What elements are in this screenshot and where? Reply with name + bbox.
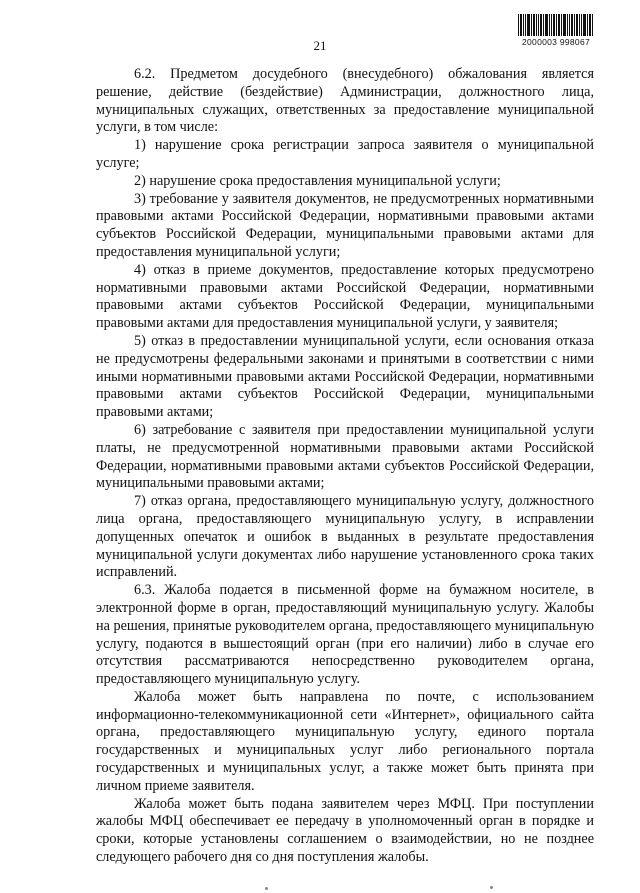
list-item-1: 1) нарушение срока регистрации запроса заявителя о муниципальной услуге; — [96, 137, 594, 171]
document-body — [96, 66, 594, 867]
barcode-icon — [518, 14, 594, 36]
paragraph-6-2: 6.2. Предметом досудебного (внесудебного) обжалования является решение, действие (бездействие) Администрации, должностного лица, муниципальных служащих, ответственных за предоставление муниципальной услуги, в том числе: — [96, 66, 594, 136]
page-number: 21 — [313, 38, 327, 53]
paragraph-submission-channels: Жалоба может быть направлена по почте, с использованием информационно-телекоммуникационной сети «Интернет», официального сайта органа, предоставляющего муниципальную услугу, единого портала государственных и муниципальных услуг либо регионального портала государственных и муниципальных услуг, а также может быть принята при личном приеме заявителя. — [96, 688, 594, 794]
scan-dot — [265, 887, 268, 890]
scan-artifacts — [0, 884, 640, 893]
list-item-2: 2) нарушение срока предоставления муниципальной услуги; — [134, 172, 501, 189]
scan-dot — [490, 886, 493, 889]
paragraph-6-3: 6.3. Жалоба подается в письменной форме на бумажном носителе, в электронной форме в орган, предоставляющий муниципальную услугу. Жалобы на решения, принятые руководителем органа, предоставляющего муниципальную услугу, подаются в вышестоящий орган (при его наличии) либо в случае его отсутствия рассматриваются непосредственно руководителем органа, предоставляющего муниципальную услугу. — [96, 582, 594, 688]
list-item-4: 4) отказ в приеме документов, предоставление которых предусмотрено нормативными правовыми актами Российской Федерации, нормативными правовыми актами субъектов Российской Федерации, муниципальными правовыми актами для предоставления муниципальной услуги, у заявителя; — [96, 261, 594, 332]
list-item-3: 3) требование у заявителя документов, не предусмотренных нормативными правовыми актами Российской Федерации, нормативными правовыми актами субъектов Российской Федерации, муниципальными правовыми актами для предоставления муниципальной услуги; — [96, 190, 594, 260]
list-item-7: 7) отказ органа, предоставляющего муниципальную услугу, должностного лица органа, предоставляющего муниципальную услугу, в исправлении допущенных опечаток и ошибок в выданных в результате предоставления муниципальной услуги документах либо нарушение установленного срока таких исправлений. — [96, 493, 594, 581]
list-item-6: 6) затребование с заявителя при предоставлении муниципальной услуги платы, не предусмотренной нормативными правовыми актами Российской Федерации, нормативными правовыми актами субъектов Российской Федерации, муниципальными правовыми актами; — [96, 421, 594, 492]
barcode-number: 2000003 998067 — [521, 37, 591, 47]
list-item-5: 5) отказ в предоставлении муниципальной услуги, если основания отказа не предусмотрены федеральными законами и принятыми в соответствии с ними иными нормативными правовыми актами Российской Федерации, нормативными правовыми актами субъектов Российской Федерации, муниципальными правовыми актами; — [96, 332, 594, 421]
paragraph-mfc-submission: Жалоба может быть подана заявителем через МФЦ. При поступлении жалобы МФЦ обеспечивает ее передачу в уполномоченный орган в порядке и сроки, которые установлены соглашением о взаимодействии, но не позднее следующего рабочего дня со дня поступления жалобы. — [96, 795, 594, 866]
barcode — [518, 14, 594, 47]
